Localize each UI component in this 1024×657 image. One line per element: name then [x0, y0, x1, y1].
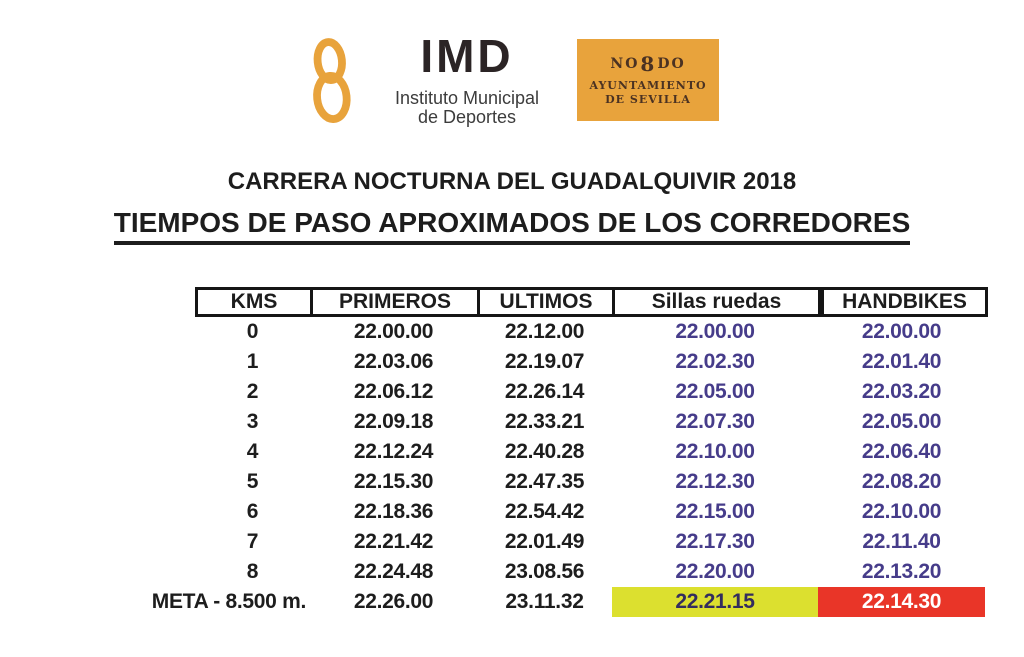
handbikes-cell: 22.10.00	[861, 500, 942, 523]
primeros-cell: 22.21.42	[353, 530, 434, 553]
sillas-ruedas-cell: 22.12.30	[675, 470, 755, 493]
header-logos	[0, 30, 1024, 127]
ultimos-cell: 22.19.07	[504, 350, 585, 373]
kms-cell: 7	[246, 530, 259, 553]
handbikes-cell: 22.06.40	[861, 440, 942, 463]
sillas-ruedas-cell: 22.15.00	[675, 500, 755, 523]
ultimos-cell: 22.33.21	[504, 410, 585, 433]
event-title: CARRERA NOCTURNA DEL GUADALQUIVIR 2018	[227, 168, 797, 195]
kms-cell: 8	[246, 560, 259, 583]
ultimos-cell: 22.26.14	[504, 380, 585, 403]
table-row	[195, 497, 990, 527]
sillas-ruedas-cell: 22.00.00	[675, 320, 755, 343]
kms-cell: 3	[246, 410, 259, 433]
seal-org-line1: AYUNTAMIENTO	[589, 79, 707, 93]
primeros-cell: 22.12.24	[353, 440, 434, 463]
handbikes-cell: 22.05.00	[861, 410, 942, 433]
column-header-primeros: PRIMEROS	[310, 287, 480, 317]
kms-cell: 1	[246, 350, 259, 373]
column-header-ultimos: ULTIMOS	[477, 287, 615, 317]
table-row	[151, 587, 990, 617]
imd-acronym: IMD	[420, 30, 514, 82]
primeros-cell: 22.00.00	[353, 320, 434, 343]
kms-cell: 6	[246, 500, 259, 523]
table-row	[195, 527, 990, 557]
ultimos-cell: 23.11.32	[505, 590, 584, 613]
ultimos-cell: 22.47.35	[504, 470, 585, 493]
primeros-cell: 22.18.36	[353, 500, 434, 523]
kms-cell: META - 8.500 m.	[151, 590, 306, 613]
imd-name-line1: Instituto Municipal	[394, 88, 540, 108]
times-table	[151, 287, 990, 617]
handbikes-cell: 22.13.20	[861, 560, 942, 583]
sillas-ruedas-cell: 22.21.15	[612, 587, 818, 617]
table-row	[195, 467, 990, 497]
sevilla-seal	[577, 39, 719, 121]
table-row	[195, 557, 990, 587]
kms-cell: 2	[246, 380, 259, 403]
table-row	[195, 317, 990, 347]
primeros-cell: 22.26.00	[353, 590, 434, 613]
handbikes-cell: 22.01.40	[861, 350, 942, 373]
imd-figure8-icon	[305, 35, 357, 127]
ultimos-cell: 22.54.42	[504, 500, 585, 523]
table-body	[151, 317, 990, 617]
column-header-kms: KMS	[195, 287, 313, 317]
subtitle-text: TIEMPOS DE PASO APROXIMADOS DE LOS CORREDORES	[114, 207, 911, 245]
nosdo-motto	[610, 52, 686, 77]
sillas-ruedas-cell: 22.07.30	[675, 410, 755, 433]
kms-cell: 0	[246, 320, 259, 343]
column-header-sillas-ruedas: Sillas ruedas	[612, 287, 821, 317]
seal-org-line2: DE SEVILLA	[605, 92, 691, 106]
sillas-ruedas-cell: 22.17.30	[675, 530, 755, 553]
sillas-ruedas-cell: 22.20.00	[675, 560, 755, 583]
imd-wordmark	[394, 30, 540, 127]
handbikes-cell: 22.03.20	[861, 380, 942, 403]
table-row	[195, 437, 990, 467]
kms-cell: 5	[246, 470, 259, 493]
table-row	[195, 377, 990, 407]
sillas-ruedas-cell: 22.02.30	[675, 350, 755, 373]
primeros-cell: 22.06.12	[353, 380, 434, 403]
column-header-handbikes: HANDBIKES	[818, 287, 988, 317]
sillas-ruedas-cell: 22.05.00	[675, 380, 755, 403]
page-subtitle	[0, 207, 1024, 245]
imd-name-line2: de Deportes	[417, 106, 517, 127]
kms-cell: 4	[246, 440, 259, 463]
handbikes-cell: 22.00.00	[861, 320, 942, 343]
primeros-cell: 22.09.18	[353, 410, 434, 433]
ultimos-cell: 22.12.00	[504, 320, 585, 343]
madeja-glyph-icon: 8	[640, 52, 657, 77]
sillas-ruedas-cell: 22.10.00	[675, 440, 755, 463]
ultimos-cell: 22.01.49	[504, 530, 585, 553]
table-row	[195, 407, 990, 437]
nosdo-suffix: DO	[657, 56, 686, 73]
table-row	[195, 347, 990, 377]
handbikes-cell: 22.14.30	[818, 587, 985, 617]
primeros-cell: 22.15.30	[353, 470, 434, 493]
handbikes-cell: 22.11.40	[862, 530, 941, 553]
ultimos-cell: 22.40.28	[504, 440, 585, 463]
imd-name	[395, 89, 539, 127]
handbikes-cell: 22.08.20	[861, 470, 942, 493]
ultimos-cell: 23.08.56	[504, 560, 585, 583]
primeros-cell: 22.24.48	[353, 560, 434, 583]
table-header-row	[195, 287, 990, 317]
primeros-cell: 22.03.06	[353, 350, 434, 373]
nosdo-prefix: NO	[610, 56, 640, 73]
